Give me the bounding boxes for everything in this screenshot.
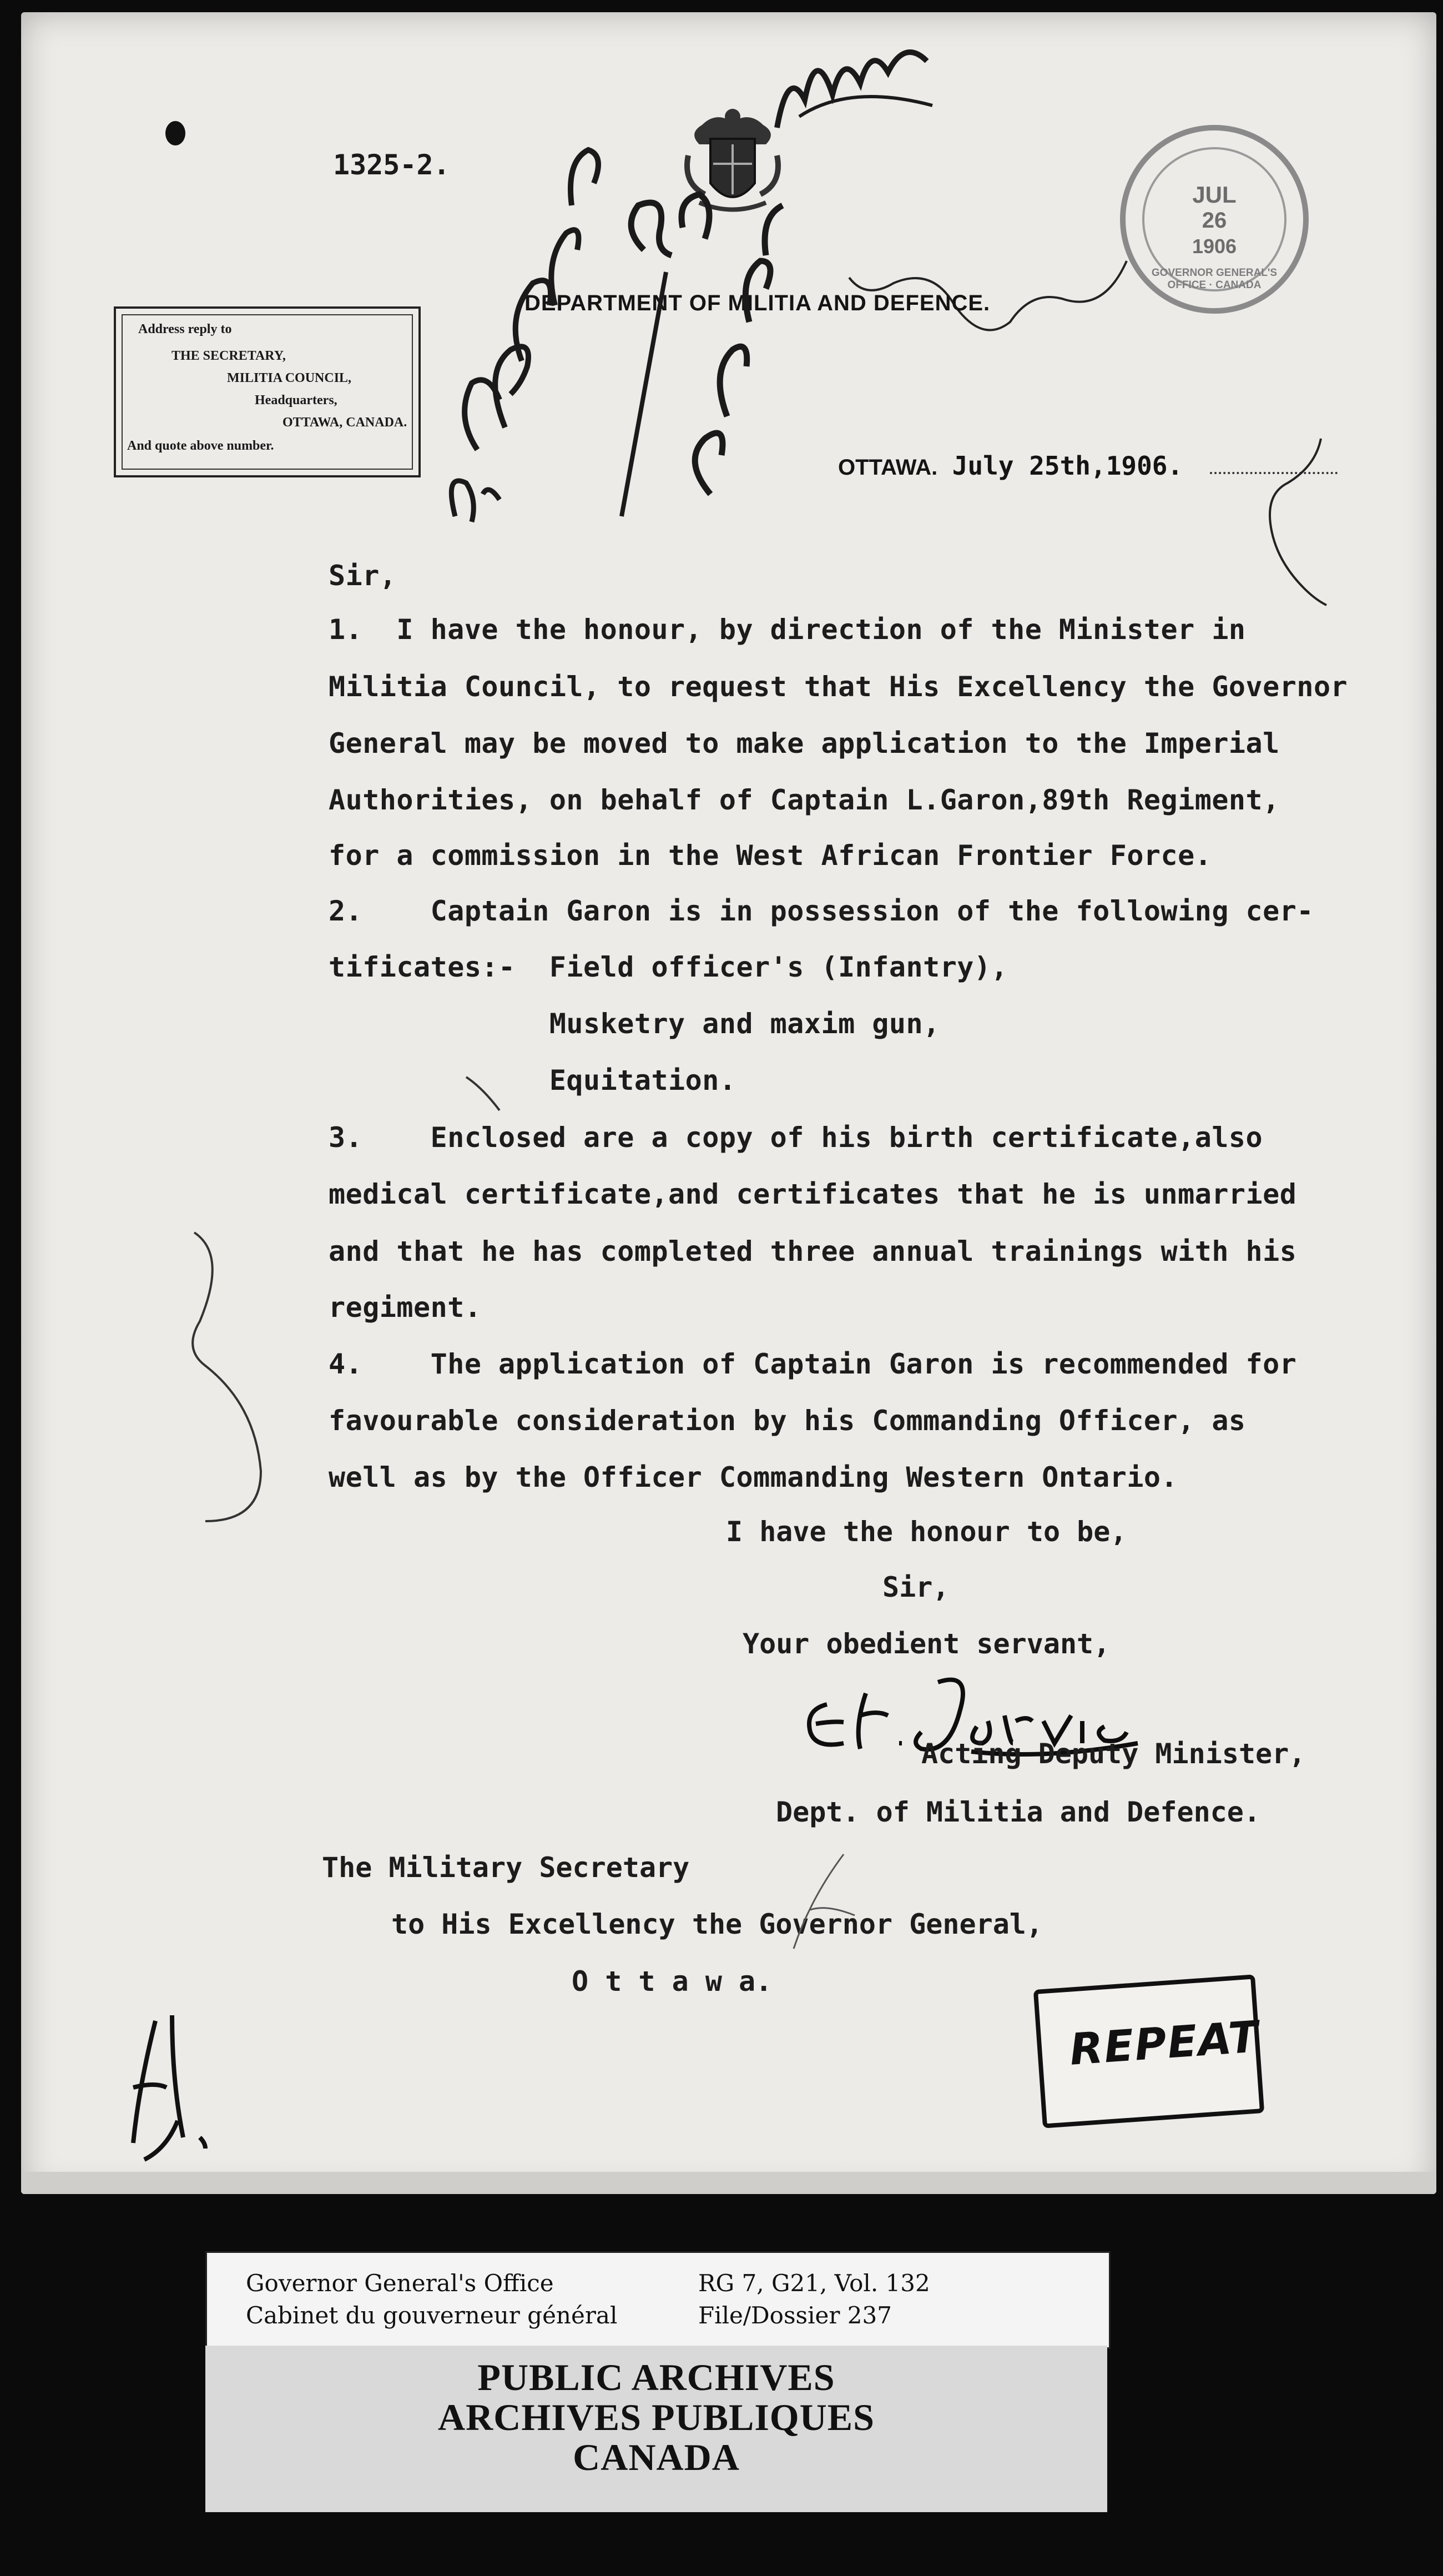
archive-name-line-2: ARCHIVES PUBLIQUES — [438, 2396, 875, 2438]
archive-name-band — [205, 2346, 1107, 2512]
address-line-1: Address reply to — [138, 322, 232, 336]
body-line-6: 2. Captain Garon is in possession of the following cer- — [329, 895, 1314, 927]
repeat-stamp — [1033, 1974, 1264, 2128]
archive-label-card — [205, 2251, 1111, 2349]
letter-date: July 25th,1906. — [952, 451, 1183, 481]
address-line-6: And quote above number. — [127, 439, 274, 453]
recipient-line-1: The Military Secretary — [322, 1852, 690, 1884]
department-heading: DEPARTMENT OF MILITIA AND DEFENCE. — [524, 291, 991, 315]
body-line-10: 3. Enclosed are a copy of his birth certificate,also — [329, 1121, 1263, 1154]
pencil-check-mark — [777, 1843, 866, 1954]
address-reply-box — [114, 306, 421, 477]
body-line-2: Militia Council, to request that His Excellency the Governor — [329, 671, 1348, 703]
signer-department: Dept. of Militia and Defence. — [776, 1796, 1260, 1828]
body-line-9: Equitation. — [329, 1064, 736, 1096]
recipient-line-2: to His Excellency the Governor General, — [391, 1908, 1043, 1940]
stamp-day: 26 — [1202, 208, 1227, 233]
address-line-5: OTTAWA, CANADA. — [282, 415, 407, 430]
closing-sir: Sir, — [882, 1571, 950, 1603]
ink-blot — [161, 117, 194, 150]
salutation: Sir, — [329, 560, 397, 592]
margin-bracket-mark — [1243, 433, 1332, 611]
archive-office-fr: Cabinet du gouverneur général — [246, 2302, 618, 2329]
date-line — [838, 451, 1183, 481]
archive-file: File/Dossier 237 — [698, 2302, 892, 2329]
handwriting-scribble — [766, 33, 949, 144]
body-line-11: medical certificate,and certificates that he is unmarried — [329, 1178, 1297, 1210]
archive-name-line-3: CANADA — [573, 2436, 740, 2478]
handwritten-initials — [122, 1999, 222, 2165]
body-line-5: for a commission in the West African Frontier Force. — [329, 839, 1212, 872]
body-line-15: favourable consideration by his Commanding Officer, as — [329, 1405, 1246, 1437]
body-line-7: tificates:- Field officer's (Infantry), — [329, 951, 1008, 983]
recipient-line-3: O t t a w a. — [572, 1965, 773, 1998]
pencil-tick-mark — [461, 1071, 511, 1116]
repeat-stamp-text: REPEAT — [1068, 2012, 1261, 2075]
sheet-bottom-edge — [21, 2172, 1436, 2194]
archive-reference: RG 7, G21, Vol. 132 — [698, 2270, 930, 2297]
stamp-month: JUL — [1192, 182, 1237, 208]
body-line-1: 1. I have the honour, by direction of the Minister in — [329, 613, 1246, 646]
margin-number-mark — [161, 1221, 283, 1532]
stamp-year: 1906 — [1192, 235, 1237, 258]
body-line-16: well as by the Officer Commanding Western Ontario. — [329, 1461, 1178, 1493]
body-line-12: and that he has completed three annual trainings with his — [329, 1235, 1297, 1267]
address-line-3: MILITIA COUNCIL, — [227, 371, 352, 385]
reference-number: 1325-2. — [333, 149, 450, 181]
body-line-14: 4. The application of Captain Garon is recommended for — [329, 1348, 1297, 1380]
address-line-2: THE SECRETARY, — [171, 349, 286, 363]
archive-name-line-1: PUBLIC ARCHIVES — [477, 2356, 835, 2398]
closing-honour: I have the honour to be, — [726, 1516, 1127, 1548]
stamp-ring-text: GOVERNOR GENERAL'S OFFICE · CANADA — [1151, 267, 1278, 291]
closing-servant: Your obedient servant, — [743, 1628, 1111, 1660]
received-date-stamp — [1120, 125, 1309, 314]
handwritten-annotation-number — [599, 183, 794, 544]
body-line-8: Musketry and maxim gun, — [329, 1008, 940, 1040]
body-line-13: regiment. — [329, 1291, 482, 1324]
address-line-4: Headquarters, — [255, 393, 337, 407]
body-line-4: Authorities, on behalf of Captain L.Garon,89th Regiment, — [329, 784, 1280, 816]
signer-title: Acting Deputy Minister, — [921, 1738, 1306, 1770]
body-line-3: General may be moved to make application to the Imperial — [329, 727, 1280, 759]
place-name: OTTAWA. — [838, 455, 938, 480]
archive-office-en: Governor General's Office — [246, 2270, 554, 2297]
